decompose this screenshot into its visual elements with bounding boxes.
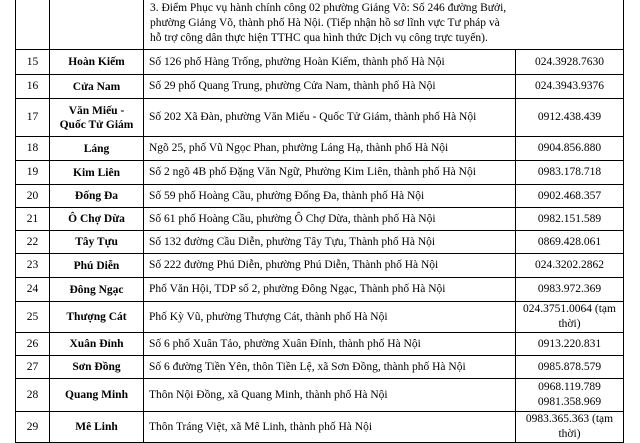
office-phone [516,278,624,302]
phone-number: 0983.365.363 (tạm thời) [525,413,614,440]
office-address: Số 6 đường Tiền Yên, thôn Tiền Lệ, xã Sơn Đồng, thành phố Hà Nội [144,356,516,379]
row-number: 28 [16,379,50,412]
phone-number: 0983.972.369 [537,283,602,295]
office-name-line: Sơn Đồng [72,361,121,373]
office-address: Số 61 phố Hoàng Cầu, phường Ô Chợ Dừa, thành phố Hà Nội [144,208,516,231]
table-row [16,379,624,412]
row-number: 22 [16,231,50,254]
office-phone [516,356,624,379]
table-row [16,161,624,185]
row-number: 25 [16,302,50,333]
phone-number: 0902.468.357 [537,189,602,202]
office-address: Số 202 Xã Đàn, phường Văn Miếu - Quốc Tử Giám, thành phố Hà Nội [144,99,516,137]
row-number: 15 [16,50,50,75]
office-phone [516,231,624,254]
office-phone [516,208,624,231]
table-row [16,254,624,278]
office-name-line: Ô Chợ Dừa [68,213,125,225]
table-row [16,412,624,443]
row-number: 23 [16,254,50,278]
row-number: 16 [16,75,50,99]
office-name-line: Kim Liên [73,166,120,179]
note-empty-cell-2 [50,0,144,50]
office-name [50,161,144,185]
row-number: 17 [16,99,50,137]
phone-number: 0982.151.589 [537,212,602,225]
office-name-line: Xuân Đỉnh [69,338,124,350]
table-row [16,50,624,75]
phone-number: 024.3202.2862 [535,259,604,271]
office-address: Ngõ 25, phố Vũ Ngọc Phan, phường Láng Hạ, thành phố Hà Nội [144,137,516,161]
office-phone [516,254,624,278]
phone-number: 0913.220.831 [537,337,602,350]
row-number: 27 [16,356,50,379]
row-number: 24 [16,278,50,302]
row-number: 20 [16,185,50,208]
office-name-line: Tây Tựu [75,236,118,248]
office-name-line: Cửa Nam [72,80,121,93]
office-phone [516,137,624,161]
office-phone [516,412,624,443]
office-name-line: Phú Diễn [73,259,120,272]
office-name-line: Láng [83,142,110,155]
phone-number: 0983.178.718 [537,166,602,178]
office-phone [516,379,624,412]
row-number: 26 [16,333,50,356]
office-address: Số 29 phố Quang Trung, phường Cửa Nam, thành phố Hà Nội [144,75,516,99]
row-number: 19 [16,161,50,185]
office-name-line: Quang Minh [65,389,128,401]
note-empty-cell-1 [16,0,50,50]
office-address: Số 132 đường Cầu Diễn, phường Tây Tựu, Thành phố Hà Nội [144,231,516,254]
office-address: Thôn Nội Đồng, xã Quang Minh, thành phố Hà Nội [144,379,516,412]
table-row [16,278,624,302]
phone-number: 024.3943.9376 [535,80,604,92]
office-name-line: Quốc Tử Giám [59,118,134,131]
phone-number: 0981.358.969 [537,396,602,408]
office-name [50,50,144,75]
phone-number: 0985.878.579 [537,360,602,373]
office-address: Số 6 phố Xuân Tảo, phường Xuân Đỉnh, thành phố Hà Nội [144,333,516,356]
office-name-line: Văn Miếu - [68,104,125,117]
office-name-line: Mê Linh [75,421,118,433]
office-phone [516,161,624,185]
office-name [50,412,144,443]
phone-number: 024.3928.7630 [535,55,604,68]
note-line-1: 3. Điểm Phục vụ hành chính công 02 phường Giảng Võ: Số 246 đường Bưởi, [150,2,507,14]
table-row [16,99,624,137]
table-row [16,185,624,208]
table-row [16,302,624,333]
office-address: Số 2 ngõ 4B phố Đặng Văn Ngữ, Phường Kim Liên, thành phố Hà Nội [144,161,516,185]
note-cell [144,0,624,50]
phone-number: 0968.119.789 [538,381,601,393]
office-name-line: Thượng Cát [66,311,127,323]
office-name [50,254,144,278]
table-row [16,137,624,161]
office-name [50,137,144,161]
office-address: Thôn Tráng Việt, xã Mê Linh, thành phố Hà Nội [144,412,516,443]
row-number: 29 [16,412,50,443]
phone-number: 0904.856.880 [537,142,602,154]
table-row [16,208,624,231]
office-name [50,356,144,379]
office-phone [516,50,624,75]
office-name [50,99,144,137]
office-name [50,231,144,254]
office-table-body [16,0,624,443]
office-address: Phố Kỳ Vũ, phường Thượng Cát, thành phố Hà Nội [144,302,516,333]
row-number: 21 [16,208,50,231]
table-row [16,75,624,99]
office-address: Số 126 phố Hàng Trống, phường Hoàn Kiếm, thành phố Hà Nội [144,50,516,75]
office-name [50,333,144,356]
phone-number: 024.3751.0064 (tạm thời) [523,303,616,330]
phone-number: 0869.428.061 [537,235,602,248]
office-phone [516,302,624,333]
row-number: 18 [16,137,50,161]
office-name [50,208,144,231]
office-address: Phố Văn Hội, TDP số 2, phường Đông Ngạc, Thành phố Hà Nội [144,278,516,302]
office-name-line: Hoàn Kiếm [68,56,125,68]
office-address: Số 59 phố Hoàng Cầu, phường Đống Đa, thành phố Hà Nội [144,185,516,208]
office-name [50,75,144,99]
office-phone [516,99,624,137]
office-phone [516,75,624,99]
office-name [50,379,144,412]
office-table [15,0,624,443]
table-row [16,356,624,379]
note-line-3: hỗ trợ công dân thực hiện TTHC qua hình thức Dịch vụ công trực tuyến). [150,32,488,44]
office-name [50,278,144,302]
note-line-2: phường Giảng Võ, thành phố Hà Nội. (Tiếp nhận hồ sơ lĩnh vực Tư pháp và [150,17,500,29]
office-address: Số 222 đường Phú Diễn, phường Phú Diễn, Thành phố Hà Nội [144,254,516,278]
office-name-line: Đống Đa [74,190,119,202]
table-row [16,333,624,356]
phone-number: 0912.438.439 [537,111,602,123]
note-row [16,0,624,50]
office-name [50,302,144,333]
office-name [50,185,144,208]
office-name-line: Đông Ngạc [69,283,124,296]
office-phone [516,333,624,356]
table-row [16,231,624,254]
office-phone [516,185,624,208]
